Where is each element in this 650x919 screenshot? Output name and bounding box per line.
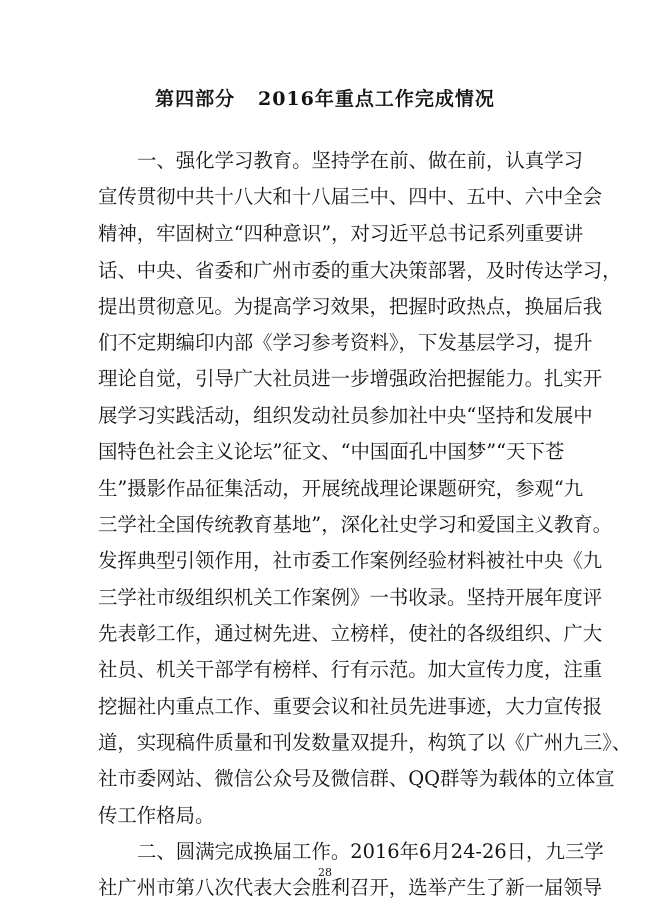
page-number: 28 bbox=[318, 866, 332, 879]
text-line: 宣传贯彻中共十八大和十八届三中、四中、五中、六中全会 bbox=[98, 185, 603, 208]
text-line: 二、圆满完成换届工作。2016年6月24-26日，九三学 bbox=[137, 840, 604, 863]
text-line: 社员、机关干部学有榜样、行有示范。加大宣传力度，注重 bbox=[98, 658, 603, 681]
text-line: 三学社市级组织机关工作案例》一书收录。坚持开展年度评 bbox=[98, 586, 603, 609]
text-line: 道，实现稿件质量和刊发数量双提升，构筑了以《广州九三》、 bbox=[98, 731, 632, 754]
section-title: 第四部分 2016年重点工作完成情况 bbox=[155, 88, 495, 110]
text-line: 生”摄影作品征集活动，开展统战理论课题研究，参观“九 bbox=[98, 477, 584, 500]
text-line: 话、中央、省委和广州市委的重大决策部署，及时传达学习， bbox=[98, 259, 622, 282]
text-line: 提出贯彻意见。为提高学习效果，把握时政热点，换届后我 bbox=[98, 295, 603, 318]
text-line: 们不定期编印内部《学习参考资料》，下发基层学习，提升 bbox=[98, 331, 593, 354]
text-line: 先表彰工作，通过树先进、立榜样，使社的各级组织、广大 bbox=[98, 622, 603, 645]
text-line: 精神，牢固树立“四种意识”，对习近平总书记系列重要讲 bbox=[98, 222, 584, 245]
text-line: 国特色社会主义论坛”征文、“中国面孔中国梦”“天下苍 bbox=[98, 440, 565, 463]
text-line: 发挥典型引领作用，社市委工作案例经验材料被社中央《九 bbox=[98, 549, 603, 572]
text-line: 传工作格局。 bbox=[98, 804, 215, 827]
text-line: 理论自觉，引导广大社员进一步增强政治把握能力。扎实开 bbox=[98, 367, 603, 390]
text-line: 挖掘社内重点工作、重要会议和社员先进事迹，大力宣传报 bbox=[98, 695, 603, 718]
text-line: 社广州市第八次代表大会胜利召开，选举产生了新一届领导 bbox=[98, 876, 603, 899]
text-line: 三学社全国传统教育基地”，深化社史学习和爱国主义教育。 bbox=[98, 513, 613, 536]
text-line: 社市委网站、微信公众号及微信群、QQ群等为载体的立体宣 bbox=[98, 767, 615, 790]
text-line: 展学习实践活动，组织发动社员参加社中央“坚持和发展中 bbox=[98, 404, 593, 427]
text-line: 一、强化学习教育。坚持学在前、做在前，认真学习 bbox=[137, 149, 583, 172]
